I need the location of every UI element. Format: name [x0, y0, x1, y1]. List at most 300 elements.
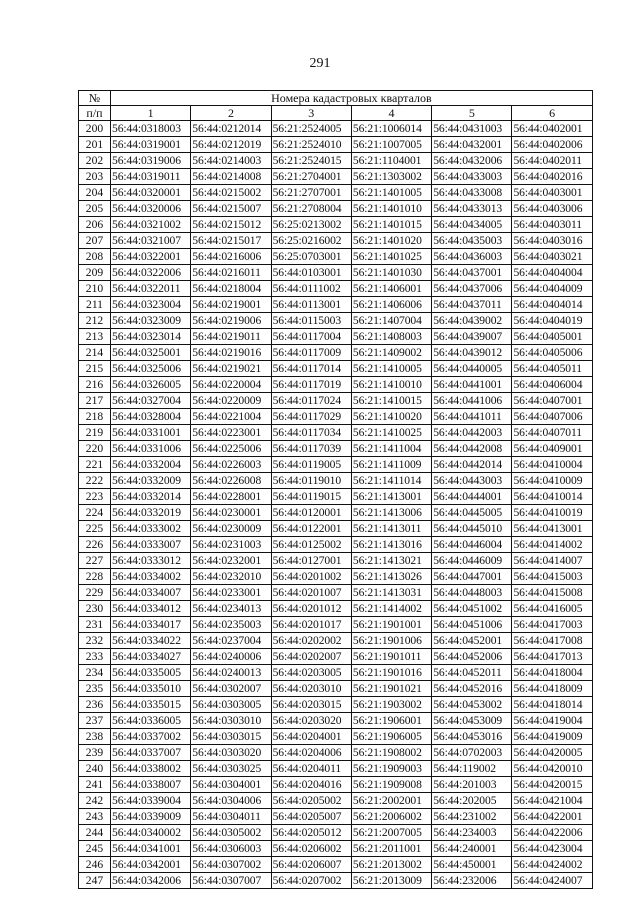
cadastral-number-cell: 56:44:0303025 — [191, 761, 271, 777]
table-row — [79, 121, 593, 137]
cadastral-number-cell: 56:44:0418004 — [512, 665, 592, 681]
cadastral-number-cell: 56:44:0323009 — [111, 313, 191, 329]
cadastral-number-cell: 56:44:234003 — [432, 825, 512, 841]
cadastral-quarters-table — [78, 90, 593, 889]
cadastral-number-cell: 56:44:0335010 — [111, 681, 191, 697]
header-num-top: № — [79, 91, 111, 106]
cadastral-number-cell: 56:44:0127001 — [271, 553, 351, 569]
cadastral-number-cell: 56:44:0117024 — [271, 393, 351, 409]
cadastral-number-cell: 56:44:0332009 — [111, 473, 191, 489]
table-row — [79, 393, 593, 409]
cadastral-number-cell: 56:44:0334017 — [111, 617, 191, 633]
cadastral-number-cell: 56:44:0219016 — [191, 345, 271, 361]
table-row — [79, 313, 593, 329]
cadastral-number-cell: 56:44:0201017 — [271, 617, 351, 633]
cadastral-number-cell: 56:44:0231003 — [191, 537, 271, 553]
table-row — [79, 377, 593, 393]
cadastral-number-cell: 56:44:0331001 — [111, 425, 191, 441]
cadastral-number-cell: 56:21:1401030 — [351, 265, 431, 281]
cadastral-number-cell: 56:21:2704001 — [271, 169, 351, 185]
cadastral-number-cell: 56:44:0402011 — [512, 153, 592, 169]
table-row — [79, 809, 593, 825]
cadastral-number-cell: 56:44:0409001 — [512, 441, 592, 457]
page-number: 291 — [309, 56, 331, 71]
cadastral-number-cell: 56:21:1401020 — [351, 233, 431, 249]
row-number: 221 — [79, 457, 111, 473]
cadastral-number-cell: 56:44:0119005 — [271, 457, 351, 473]
table-row — [79, 633, 593, 649]
cadastral-number-cell: 56:25:0703001 — [271, 249, 351, 265]
cadastral-number-cell: 56:44:0325006 — [111, 361, 191, 377]
table-row — [79, 585, 593, 601]
header-group-title: Номера кадастровых кварталов — [111, 91, 593, 106]
cadastral-number-cell: 56:44:0410004 — [512, 457, 592, 473]
cadastral-number-cell: 56:21:1410020 — [351, 409, 431, 425]
cadastral-number-cell: 56:21:1401025 — [351, 249, 431, 265]
row-number: 219 — [79, 425, 111, 441]
cadastral-number-cell: 56:44:0206002 — [271, 841, 351, 857]
cadastral-number-cell: 56:21:2013002 — [351, 857, 431, 873]
cadastral-number-cell: 56:21:2708004 — [271, 201, 351, 217]
cadastral-number-cell: 56:44:0338002 — [111, 761, 191, 777]
cadastral-number-cell: 56:44:0406004 — [512, 377, 592, 393]
table-row — [79, 553, 593, 569]
row-number: 246 — [79, 857, 111, 873]
cadastral-number-cell: 56:44:0303015 — [191, 729, 271, 745]
cadastral-number-cell: 56:21:2007005 — [351, 825, 431, 841]
table-row — [79, 345, 593, 361]
cadastral-number-cell: 56:21:1906005 — [351, 729, 431, 745]
cadastral-number-cell: 56:44:0223001 — [191, 425, 271, 441]
cadastral-number-cell: 56:44:0404009 — [512, 281, 592, 297]
cadastral-number-cell: 56:21:1401015 — [351, 217, 431, 233]
cadastral-number-cell: 56:44:0326005 — [111, 377, 191, 393]
cadastral-number-cell: 56:44:0226003 — [191, 457, 271, 473]
cadastral-number-cell: 56:44:0403006 — [512, 201, 592, 217]
cadastral-number-cell: 56:44:0433003 — [432, 169, 512, 185]
row-number: 231 — [79, 617, 111, 633]
cadastral-number-cell: 56:44:0337002 — [111, 729, 191, 745]
table-row — [79, 873, 593, 889]
row-number: 233 — [79, 649, 111, 665]
cadastral-number-cell: 56:21:1406006 — [351, 297, 431, 313]
cadastral-number-cell: 56:44:0215002 — [191, 185, 271, 201]
cadastral-number-cell: 56:21:1901006 — [351, 633, 431, 649]
cadastral-number-cell: 56:21:2524005 — [271, 121, 351, 137]
cadastral-number-cell: 56:44:0318003 — [111, 121, 191, 137]
cadastral-number-cell: 56:44:0405011 — [512, 361, 592, 377]
cadastral-number-cell: 56:44:0117009 — [271, 345, 351, 361]
cadastral-number-cell: 56:44:0230001 — [191, 505, 271, 521]
cadastral-number-cell: 56:44:0453002 — [432, 697, 512, 713]
cadastral-number-cell: 56:21:2524015 — [271, 153, 351, 169]
cadastral-number-cell: 56:44:0434005 — [432, 217, 512, 233]
cadastral-number-cell: 56:44:0442008 — [432, 441, 512, 457]
cadastral-number-cell: 56:44:0203015 — [271, 697, 351, 713]
cadastral-number-cell: 56:44:0226008 — [191, 473, 271, 489]
cadastral-number-cell: 56:44:0203005 — [271, 665, 351, 681]
cadastral-number-cell: 56:44:0440005 — [432, 361, 512, 377]
cadastral-number-cell: 56:44:0340002 — [111, 825, 191, 841]
table-row — [79, 201, 593, 217]
cadastral-number-cell: 56:44:0432001 — [432, 137, 512, 153]
cadastral-number-cell: 56:21:1104001 — [351, 153, 431, 169]
cadastral-number-cell: 56:21:2013009 — [351, 873, 431, 889]
table-row — [79, 265, 593, 281]
cadastral-number-cell: 56:44:0403021 — [512, 249, 592, 265]
cadastral-number-cell: 56:44:0322001 — [111, 249, 191, 265]
cadastral-number-cell: 56:44:0435003 — [432, 233, 512, 249]
cadastral-number-cell: 56:21:1414002 — [351, 601, 431, 617]
cadastral-number-cell: 56:44:0452011 — [432, 665, 512, 681]
cadastral-number-cell: 56:44:0304006 — [191, 793, 271, 809]
cadastral-number-cell: 56:44:0334007 — [111, 585, 191, 601]
table-row — [79, 297, 593, 313]
cadastral-number-cell: 56:44:0403001 — [512, 185, 592, 201]
table-row — [79, 329, 593, 345]
cadastral-number-cell: 56:44:0453016 — [432, 729, 512, 745]
cadastral-number-cell: 56:44:0333007 — [111, 537, 191, 553]
table-row — [79, 153, 593, 169]
cadastral-number-cell: 56:44:0420015 — [512, 777, 592, 793]
table-row — [79, 617, 593, 633]
cadastral-number-cell: 56:44:0403016 — [512, 233, 592, 249]
cadastral-number-cell: 56:44:0205007 — [271, 809, 351, 825]
cadastral-number-cell: 56:44:0117014 — [271, 361, 351, 377]
cadastral-number-cell: 56:44:0204011 — [271, 761, 351, 777]
table-row — [79, 473, 593, 489]
header-col-3: 3 — [271, 106, 351, 121]
cadastral-number-cell: 56:44:0407006 — [512, 409, 592, 425]
table-row — [79, 745, 593, 761]
cadastral-number-cell: 56:44:0215007 — [191, 201, 271, 217]
cadastral-number-cell: 56:44:0447001 — [432, 569, 512, 585]
cadastral-number-cell: 56:44:0414002 — [512, 537, 592, 553]
cadastral-number-cell: 56:44:0117004 — [271, 329, 351, 345]
cadastral-number-cell: 56:21:1007005 — [351, 137, 431, 153]
table-row — [79, 185, 593, 201]
row-number: 206 — [79, 217, 111, 233]
cadastral-number-cell: 56:44:0417013 — [512, 649, 592, 665]
cadastral-number-cell: 56:44:0443003 — [432, 473, 512, 489]
cadastral-number-cell: 56:44:0332004 — [111, 457, 191, 473]
row-number: 228 — [79, 569, 111, 585]
cadastral-number-cell: 56:44:0228001 — [191, 489, 271, 505]
cadastral-number-cell: 56:44:0202002 — [271, 633, 351, 649]
cadastral-number-cell: 56:44:0452016 — [432, 681, 512, 697]
cadastral-number-cell: 56:21:2011001 — [351, 841, 431, 857]
cadastral-number-cell: 56:44:0219001 — [191, 297, 271, 313]
cadastral-number-cell: 56:44:0325001 — [111, 345, 191, 361]
cadastral-number-cell: 56:44:0420005 — [512, 745, 592, 761]
table-row — [79, 137, 593, 153]
cadastral-number-cell: 56:21:2002001 — [351, 793, 431, 809]
cadastral-number-cell: 56:25:0216002 — [271, 233, 351, 249]
header-col-4: 4 — [351, 106, 431, 121]
cadastral-number-cell: 56:44:0237004 — [191, 633, 271, 649]
cadastral-number-cell: 56:44:0410009 — [512, 473, 592, 489]
cadastral-number-cell: 56:44:0441006 — [432, 393, 512, 409]
cadastral-number-cell: 56:44:0414007 — [512, 553, 592, 569]
cadastral-number-cell: 56:21:1410010 — [351, 377, 431, 393]
row-number: 239 — [79, 745, 111, 761]
cadastral-number-cell: 56:21:1413031 — [351, 585, 431, 601]
cadastral-number-cell: 56:21:1903002 — [351, 697, 431, 713]
cadastral-number-cell: 56:44:0403011 — [512, 217, 592, 233]
cadastral-number-cell: 56:21:1410025 — [351, 425, 431, 441]
cadastral-number-cell: 56:44:0119010 — [271, 473, 351, 489]
cadastral-number-cell: 56:44:0413001 — [512, 521, 592, 537]
cadastral-number-cell: 56:44:0335015 — [111, 697, 191, 713]
table-row — [79, 489, 593, 505]
cadastral-number-cell: 56:44:231002 — [432, 809, 512, 825]
cadastral-number-cell: 56:44:0417008 — [512, 633, 592, 649]
cadastral-number-cell: 56:44:0303005 — [191, 697, 271, 713]
cadastral-number-cell: 56:44:0120001 — [271, 505, 351, 521]
cadastral-number-cell: 56:44:0441011 — [432, 409, 512, 425]
cadastral-number-cell: 56:44:0219011 — [191, 329, 271, 345]
cadastral-number-cell: 56:44:0323004 — [111, 297, 191, 313]
cadastral-number-cell: 56:21:1413006 — [351, 505, 431, 521]
row-number: 207 — [79, 233, 111, 249]
table-row — [79, 665, 593, 681]
cadastral-number-cell: 56:44:0303020 — [191, 745, 271, 761]
cadastral-number-cell: 56:44:0417003 — [512, 617, 592, 633]
row-number: 232 — [79, 633, 111, 649]
table-row — [79, 825, 593, 841]
cadastral-number-cell: 56:44:0422006 — [512, 825, 592, 841]
row-number: 229 — [79, 585, 111, 601]
cadastral-number-cell: 56:44:0240006 — [191, 649, 271, 665]
row-number: 245 — [79, 841, 111, 857]
cadastral-number-cell: 56:21:1413011 — [351, 521, 431, 537]
row-number: 218 — [79, 409, 111, 425]
cadastral-number-cell: 56:44:0448003 — [432, 585, 512, 601]
cadastral-number-cell: 56:44:232006 — [432, 873, 512, 889]
cadastral-number-cell: 56:44:0117019 — [271, 377, 351, 393]
cadastral-number-cell: 56:44:0214003 — [191, 153, 271, 169]
table-row — [79, 169, 593, 185]
cadastral-number-cell: 56:44:0339009 — [111, 809, 191, 825]
cadastral-number-cell: 56:44:0342006 — [111, 873, 191, 889]
cadastral-number-cell: 56:44:0319011 — [111, 169, 191, 185]
cadastral-number-cell: 56:44:0405001 — [512, 329, 592, 345]
cadastral-number-cell: 56:21:1409002 — [351, 345, 431, 361]
cadastral-number-cell: 56:21:1909003 — [351, 761, 431, 777]
table-row — [79, 857, 593, 873]
cadastral-number-cell: 56:21:1006014 — [351, 121, 431, 137]
cadastral-number-cell: 56:44:0402001 — [512, 121, 592, 137]
table-row — [79, 761, 593, 777]
cadastral-number-cell: 56:44:0437011 — [432, 297, 512, 313]
cadastral-number-cell: 56:44:0437001 — [432, 265, 512, 281]
cadastral-number-cell: 56:44:0225006 — [191, 441, 271, 457]
cadastral-number-cell: 56:44:0341001 — [111, 841, 191, 857]
cadastral-number-cell: 56:44:0304011 — [191, 809, 271, 825]
cadastral-number-cell: 56:21:1411009 — [351, 457, 431, 473]
cadastral-number-cell: 56:44:0410019 — [512, 505, 592, 521]
cadastral-number-cell: 56:44:240001 — [432, 841, 512, 857]
row-number: 236 — [79, 697, 111, 713]
cadastral-number-cell: 56:44:0452006 — [432, 649, 512, 665]
row-number: 205 — [79, 201, 111, 217]
cadastral-number-cell: 56:44:0201002 — [271, 569, 351, 585]
cadastral-number-cell: 56:44:0201012 — [271, 601, 351, 617]
cadastral-number-cell: 56:21:1413026 — [351, 569, 431, 585]
cadastral-number-cell: 56:44:0439007 — [432, 329, 512, 345]
row-number: 244 — [79, 825, 111, 841]
table-row — [79, 681, 593, 697]
cadastral-number-cell: 56:44:0419004 — [512, 713, 592, 729]
cadastral-number-cell: 56:44:0442003 — [432, 425, 512, 441]
table-body — [79, 121, 593, 889]
cadastral-number-cell: 56:21:1407004 — [351, 313, 431, 329]
table-row — [79, 601, 593, 617]
cadastral-number-cell: 56:44:0205012 — [271, 825, 351, 841]
cadastral-number-cell: 56:21:1408003 — [351, 329, 431, 345]
cadastral-number-cell: 56:44:0320006 — [111, 201, 191, 217]
cadastral-number-cell: 56:44:0240013 — [191, 665, 271, 681]
cadastral-number-cell: 56:44:0117039 — [271, 441, 351, 457]
cadastral-number-cell: 56:44:0219021 — [191, 361, 271, 377]
row-number: 225 — [79, 521, 111, 537]
row-number: 242 — [79, 793, 111, 809]
cadastral-number-cell: 56:44:0431003 — [432, 121, 512, 137]
row-number: 220 — [79, 441, 111, 457]
table-row — [79, 441, 593, 457]
cadastral-number-cell: 56:21:1908002 — [351, 745, 431, 761]
cadastral-number-cell: 56:21:1401010 — [351, 201, 431, 217]
cadastral-number-cell: 56:44:0302007 — [191, 681, 271, 697]
cadastral-number-cell: 56:44:0216011 — [191, 265, 271, 281]
cadastral-number-cell: 56:44:0230009 — [191, 521, 271, 537]
cadastral-number-cell: 56:44:0433013 — [432, 201, 512, 217]
cadastral-number-cell: 56:44:0306003 — [191, 841, 271, 857]
cadastral-number-cell: 56:44:0212019 — [191, 137, 271, 153]
cadastral-number-cell: 56:44:0212014 — [191, 121, 271, 137]
cadastral-number-cell: 56:44:0219006 — [191, 313, 271, 329]
cadastral-number-cell: 56:44:0404014 — [512, 297, 592, 313]
table-row — [79, 649, 593, 665]
cadastral-number-cell: 56:44:0103001 — [271, 265, 351, 281]
cadastral-number-cell: 56:21:1906001 — [351, 713, 431, 729]
header-col-2: 2 — [191, 106, 271, 121]
cadastral-number-cell: 56:21:1406001 — [351, 281, 431, 297]
cadastral-number-cell: 56:44:0422001 — [512, 809, 592, 825]
row-number: 216 — [79, 377, 111, 393]
cadastral-number-cell: 56:44:0702003 — [432, 745, 512, 761]
cadastral-number-cell: 56:44:0220004 — [191, 377, 271, 393]
cadastral-number-cell: 56:44:0331006 — [111, 441, 191, 457]
cadastral-number-cell: 56:44:0204006 — [271, 745, 351, 761]
row-number: 210 — [79, 281, 111, 297]
cadastral-number-cell: 56:44:0451002 — [432, 601, 512, 617]
table-row — [79, 841, 593, 857]
cadastral-number-cell: 56:44:0424007 — [512, 873, 592, 889]
table-row — [79, 233, 593, 249]
cadastral-number-cell: 56:44:0419009 — [512, 729, 592, 745]
cadastral-number-cell: 56:44:0407011 — [512, 425, 592, 441]
table-row — [79, 217, 593, 233]
cadastral-number-cell: 56:44:0415008 — [512, 585, 592, 601]
cadastral-number-cell: 56:21:2707001 — [271, 185, 351, 201]
table-row — [79, 249, 593, 265]
cadastral-number-cell: 56:44:201003 — [432, 777, 512, 793]
row-number: 208 — [79, 249, 111, 265]
cadastral-number-cell: 56:44:0423004 — [512, 841, 592, 857]
cadastral-number-cell: 56:21:1411004 — [351, 441, 431, 457]
cadastral-number-cell: 56:44:0111002 — [271, 281, 351, 297]
cadastral-number-cell: 56:44:0328004 — [111, 409, 191, 425]
cadastral-number-cell: 56:21:1413021 — [351, 553, 431, 569]
cadastral-number-cell: 56:44:0232010 — [191, 569, 271, 585]
row-number: 213 — [79, 329, 111, 345]
cadastral-number-cell: 56:21:1901021 — [351, 681, 431, 697]
cadastral-number-cell: 56:44:0404004 — [512, 265, 592, 281]
cadastral-number-cell: 56:21:1413016 — [351, 537, 431, 553]
cadastral-number-cell: 56:44:0339004 — [111, 793, 191, 809]
cadastral-number-cell: 56:44:0451006 — [432, 617, 512, 633]
row-number: 230 — [79, 601, 111, 617]
cadastral-number-cell: 56:44:0407001 — [512, 393, 592, 409]
cadastral-number-cell: 56:44:0204001 — [271, 729, 351, 745]
row-number: 209 — [79, 265, 111, 281]
table-row — [79, 793, 593, 809]
row-number: 234 — [79, 665, 111, 681]
row-number: 226 — [79, 537, 111, 553]
row-number: 214 — [79, 345, 111, 361]
row-number: 223 — [79, 489, 111, 505]
table-row — [79, 713, 593, 729]
cadastral-number-cell: 56:44:0119015 — [271, 489, 351, 505]
cadastral-number-cell: 56:44:0204016 — [271, 777, 351, 793]
table-row — [79, 457, 593, 473]
cadastral-number-cell: 56:44:0415003 — [512, 569, 592, 585]
cadastral-number-cell: 56:44:0439002 — [432, 313, 512, 329]
cadastral-number-cell: 56:44:0125002 — [271, 537, 351, 553]
cadastral-number-cell: 56:44:0405006 — [512, 345, 592, 361]
cadastral-number-cell: 56:44:0201007 — [271, 585, 351, 601]
cadastral-number-cell: 56:44:0445005 — [432, 505, 512, 521]
row-number: 224 — [79, 505, 111, 521]
header-col-5: 5 — [432, 106, 512, 121]
cadastral-number-cell: 56:21:2006002 — [351, 809, 431, 825]
table-row — [79, 361, 593, 377]
cadastral-number-cell: 56:44:0445010 — [432, 521, 512, 537]
cadastral-number-cell: 56:44:0439012 — [432, 345, 512, 361]
cadastral-number-cell: 56:44:0334027 — [111, 649, 191, 665]
row-number: 215 — [79, 361, 111, 377]
cadastral-number-cell: 56:44:0402006 — [512, 137, 592, 153]
cadastral-number-cell: 56:44:0421004 — [512, 793, 592, 809]
table-row — [79, 505, 593, 521]
row-number: 217 — [79, 393, 111, 409]
cadastral-number-cell: 56:44:0446004 — [432, 537, 512, 553]
cadastral-number-cell: 56:44:0319001 — [111, 137, 191, 153]
cadastral-number-cell: 56:44:0215017 — [191, 233, 271, 249]
cadastral-number-cell: 56:44:0327004 — [111, 393, 191, 409]
header-col-1: 1 — [111, 106, 191, 121]
table-row — [79, 537, 593, 553]
cadastral-number-cell: 56:44:0304001 — [191, 777, 271, 793]
cadastral-number-cell: 56:44:0342001 — [111, 857, 191, 873]
row-number: 243 — [79, 809, 111, 825]
row-number: 203 — [79, 169, 111, 185]
table-row — [79, 697, 593, 713]
header-num-bottom: п/п — [79, 106, 111, 121]
table-header — [79, 91, 593, 121]
cadastral-number-cell: 56:44:0433008 — [432, 185, 512, 201]
